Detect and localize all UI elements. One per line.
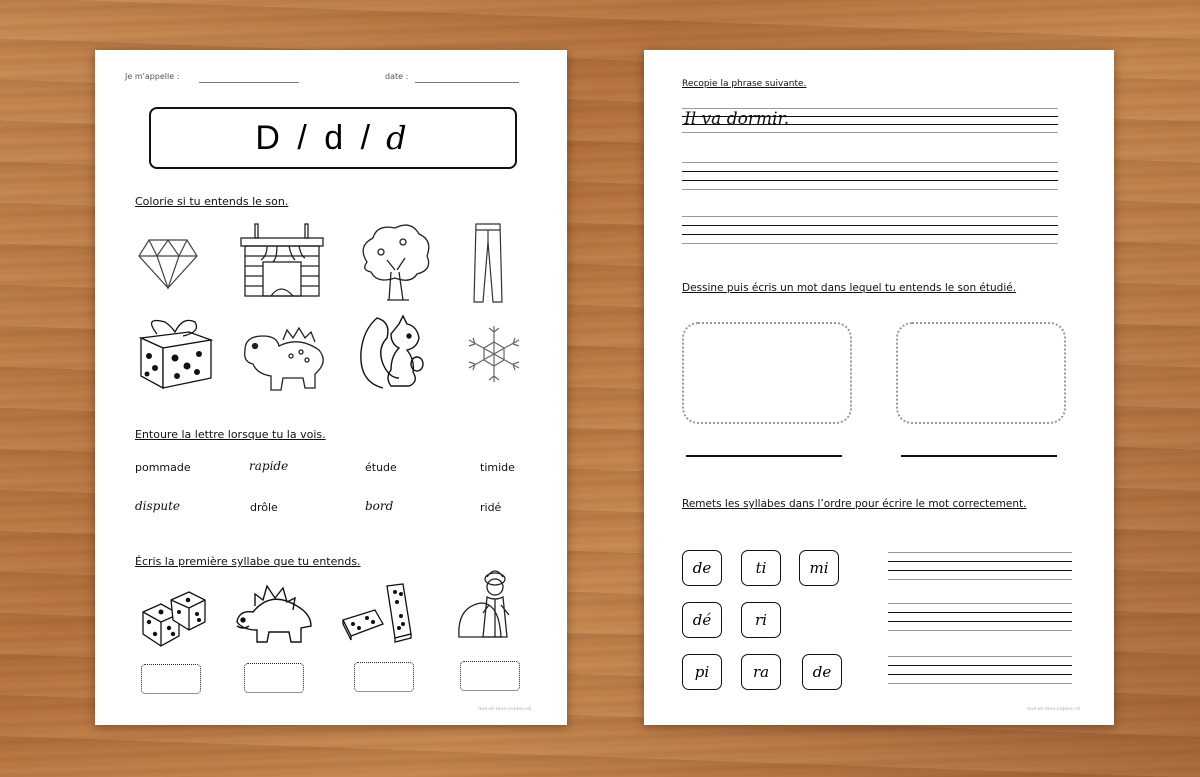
squirrel-icon xyxy=(357,314,437,392)
name-label: Je m'appelle : xyxy=(125,72,180,81)
trousers-icon xyxy=(473,220,503,304)
writing-lines-copy-2[interactable] xyxy=(682,216,1058,246)
word-line-2[interactable] xyxy=(901,455,1057,457)
drawing-box-1[interactable] xyxy=(682,322,852,424)
word-rapide: rapide xyxy=(249,459,289,473)
section-heading-ecris: Écris la première syllabe que tu entends. xyxy=(135,555,361,568)
syllable-answer-box-3[interactable] xyxy=(354,662,414,692)
syllable-answer-box-1[interactable] xyxy=(141,664,201,694)
title-print-letters: D / d / xyxy=(255,118,375,157)
section-heading-dessine: Dessine puis écris un mot dans lequel tu entends le son étudié. xyxy=(682,282,1017,294)
syllable-tile: ri xyxy=(741,602,781,638)
syllable-tile: ti xyxy=(741,550,781,586)
snowman-icon xyxy=(455,565,521,645)
drawing-box-2[interactable] xyxy=(896,322,1066,424)
name-line xyxy=(199,82,299,83)
footer-credit: moi-et-mes-copies.ch xyxy=(1027,706,1081,712)
writing-lines-copy-1[interactable] xyxy=(682,162,1058,192)
section-heading-remets: Remets les syllabes dans l’ordre pour écrire le mot correctement. xyxy=(682,498,1027,510)
letter-title-box xyxy=(149,107,517,169)
model-sentence: Il va dormir. xyxy=(684,109,790,129)
section-heading-entoure: Entoure la lettre lorsque tu la vois. xyxy=(135,428,326,441)
snowflake-icon xyxy=(463,322,525,386)
section-heading-recopie: Recopie la phrase suivante. xyxy=(682,79,807,89)
syllable-tile: pi xyxy=(682,654,722,690)
diamond-icon xyxy=(137,230,199,292)
stegosaurus-icon xyxy=(229,582,315,648)
word-ride: ridé xyxy=(480,501,502,514)
fireplace-icon xyxy=(237,222,327,298)
answer-lines-3[interactable] xyxy=(888,656,1072,684)
word-drole: drôle xyxy=(250,501,278,514)
footer-credit: moi-et-mes-copies.ch xyxy=(478,706,532,712)
syllable-tile: mi xyxy=(799,550,839,586)
syllable-tile: ra xyxy=(741,654,781,690)
date-line xyxy=(415,82,519,83)
syllable-answer-box-4[interactable] xyxy=(460,661,520,691)
answer-lines-1[interactable] xyxy=(888,552,1072,580)
dinosaur-icon xyxy=(235,320,331,392)
word-line-1[interactable] xyxy=(686,455,842,457)
date-label: date : xyxy=(385,72,409,81)
answer-lines-2[interactable] xyxy=(888,603,1072,631)
word-pommade: pommade xyxy=(135,461,191,474)
gift-icon xyxy=(135,312,215,390)
word-etude: étude xyxy=(365,461,397,474)
word-bord: bord xyxy=(365,499,394,513)
worksheet-page-2 xyxy=(644,50,1114,725)
syllable-tile: de xyxy=(802,654,842,690)
word-dispute: dispute xyxy=(135,499,181,513)
title-script-letter: d xyxy=(386,119,411,157)
worksheet-page-1 xyxy=(95,50,567,725)
syllable-tile: de xyxy=(682,550,722,586)
domino-icon xyxy=(341,582,413,644)
tree-icon xyxy=(357,222,433,302)
dice-icon xyxy=(139,590,209,650)
syllable-tile: dé xyxy=(682,602,722,638)
word-timide: timide xyxy=(480,461,515,474)
section-heading-colorie: Colorie si tu entends le son. xyxy=(135,195,289,208)
syllable-answer-box-2[interactable] xyxy=(244,663,304,693)
